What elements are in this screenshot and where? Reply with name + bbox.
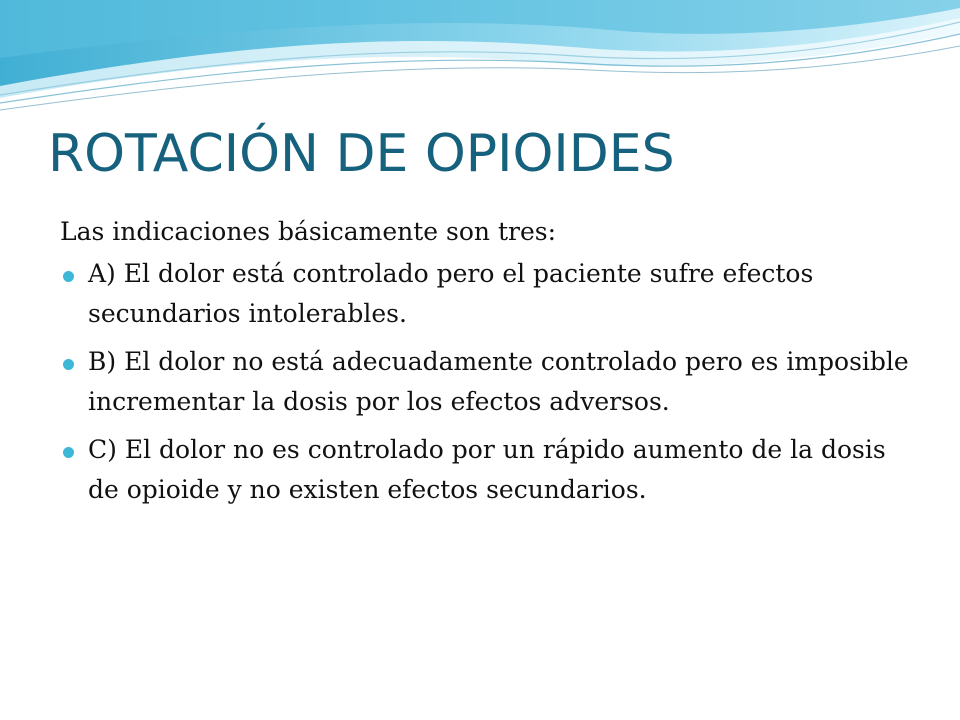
header-wave-decoration	[0, 0, 960, 120]
slide-content	[60, 212, 920, 518]
bullet-text-c: C) El dolor no es controlado por un rápido aumento de la dosis de opioide y no existen efectos secundarios.	[88, 435, 886, 504]
bullet-item-a	[60, 254, 920, 334]
bullet-dot-icon	[63, 447, 74, 458]
intro-text: Las indicaciones básicamente son tres:	[60, 217, 557, 246]
slide-title: ROTACIÓN DE OPIOIDES	[48, 124, 675, 184]
bullet-dot-icon	[63, 359, 74, 370]
bullet-item-b	[60, 342, 920, 422]
bullet-list	[60, 254, 920, 510]
bullet-dot-icon	[63, 271, 74, 282]
bullet-text-b: B) El dolor no está adecuadamente controlado pero es imposible incrementar la dosis por los efectos adversos.	[88, 347, 909, 416]
bullet-item-c	[60, 430, 920, 510]
bullet-text-a: A) El dolor está controlado pero el paciente sufre efectos secundarios intolerables.	[88, 259, 814, 328]
